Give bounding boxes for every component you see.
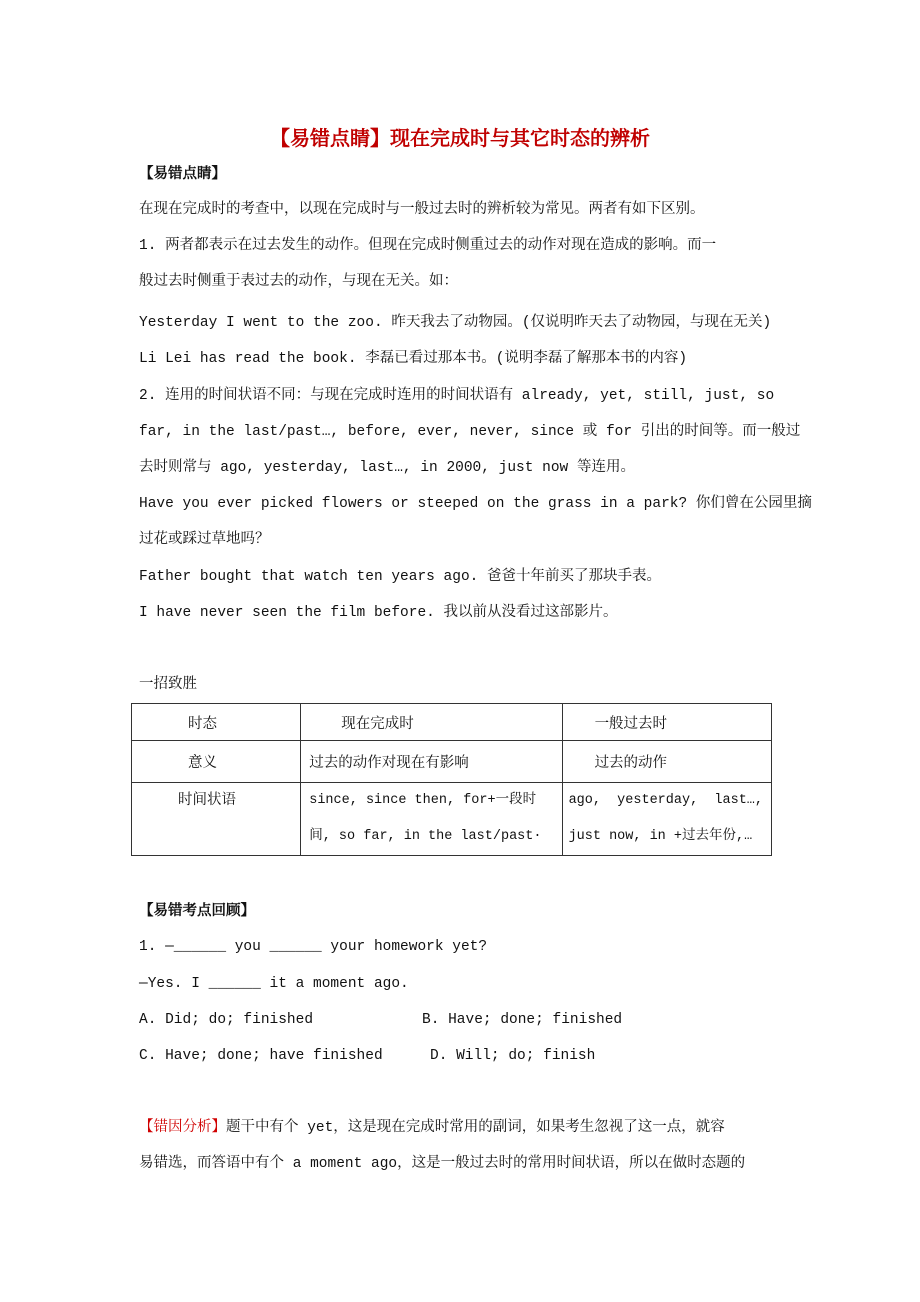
option-a: A. Did; do; finished [139, 1012, 314, 1028]
analysis-line [139, 1118, 725, 1138]
example-line: 过花或踩过草地吗？ [139, 532, 270, 548]
paragraph-line: 在现在完成时的考查中，以现在完成时与一般过去时的辨析较为常见。两者有如下区别。 [139, 202, 705, 218]
analysis-label: 【错因分析】 [139, 1120, 226, 1136]
table-cell: since, since then, for+一段时 间, so far, in the last/past· [301, 783, 562, 856]
table-cell: 过去的动作对现在有影响 [301, 741, 562, 783]
table-cell: 过去的动作 [562, 741, 771, 783]
example-line: Have you ever picked flowers or steeped on the grass in a park? 你们曾在公园里摘 [139, 496, 812, 512]
section-heading: 【易错点睛】 [139, 166, 226, 182]
table-cell: 时态 [132, 704, 301, 741]
section-heading: 【易错考点回顾】 [139, 903, 255, 919]
table-cell: 一般过去时 [562, 704, 771, 741]
paragraph-line: far, in the last/past…, before, ever, never, since 或 for 引出的时间等。而一般过 [139, 424, 801, 440]
table-row [132, 783, 772, 856]
example-line: Father bought that watch ten years ago. 爸爸十年前买了那块手表。 [139, 569, 662, 585]
table-cell: 意义 [132, 741, 301, 783]
paragraph-line: 般过去时侧重于表过去的动作，与现在无关。如： [139, 274, 458, 290]
table-row [132, 704, 772, 741]
analysis-line: 易错选，而答语中有个 a moment ago，这是一般过去时的常用时间状语，所以在做时态题的 [139, 1156, 746, 1172]
question-line: —Yes. I ______ it a moment ago. [139, 976, 409, 992]
question-line: 1. —______ you ______ your homework yet? [139, 939, 488, 955]
table-row [132, 741, 772, 783]
table-cell: 时间状语 [132, 783, 301, 856]
paragraph-line: 去时则常与 ago, yesterday, last…, in 2000, just now 等连用。 [139, 460, 635, 476]
analysis-text: 题干中有个 yet，这是现在完成时常用的副词，如果考生忽视了这一点，就容 [226, 1120, 725, 1136]
table-cell: 现在完成时 [301, 704, 562, 741]
option-c: C. Have; done; have finished [139, 1048, 383, 1064]
example-line: Yesterday I went to the zoo. 昨天我去了动物园。(仅说明昨天去了动物园，与现在无关) [139, 315, 772, 331]
paragraph-line: 2. 连用的时间状语不同：与现在完成时连用的时间状语有 already, yet, still, just, so [139, 388, 775, 404]
tip-label: 一招致胜 [139, 677, 197, 693]
comparison-table [131, 703, 772, 856]
example-line: Li Lei has read the book. 李磊已看过那本书。(说明李磊了解那本书的内容) [139, 351, 688, 367]
option-d: D. Will; do; finish [430, 1048, 596, 1064]
paragraph-line: 1. 两者都表示在过去发生的动作。但现在完成时侧重过去的动作对现在造成的影响。而一 [139, 238, 717, 254]
table-cell: ago, yesterday, last…, just now, in +过去年份,… [562, 783, 771, 856]
example-line: I have never seen the film before. 我以前从没看过这部影片。 [139, 605, 618, 621]
option-b: B. Have; done; finished [422, 1012, 623, 1028]
document-title: 【易错点睛】现在完成时与其它时态的辨析 [270, 126, 650, 150]
